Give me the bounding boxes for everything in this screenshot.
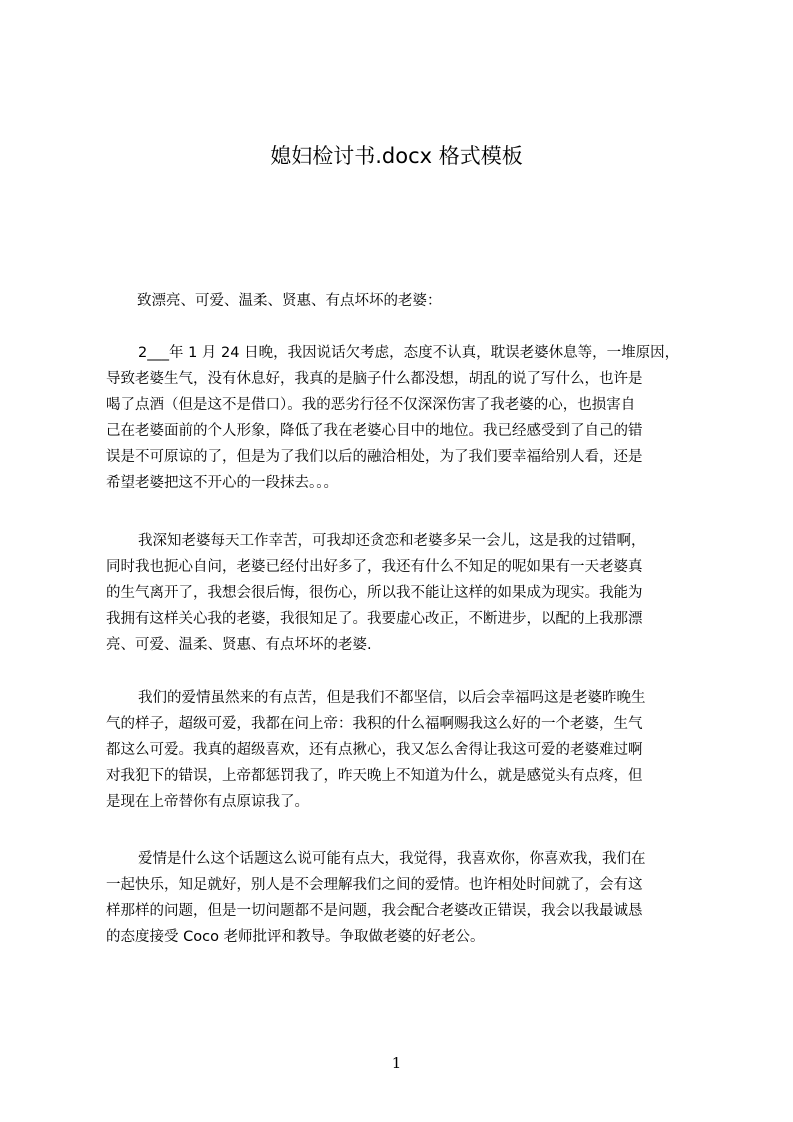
paragraph-line: 样那样的问题，但是一切问题都不是问题，我会配合老婆改正错误，我会以我最诚恳 [106, 903, 643, 919]
paragraph-4 [106, 846, 706, 950]
paragraph-line: 的态度接受 Coco 老师批评和教导。争取做老婆的好老公。 [106, 929, 485, 945]
paragraph-line: 导致老婆生气，没有休息好，我真的是脑子什么都没想，胡乱的说了写什么，也许是 [106, 371, 643, 387]
paragraph-3 [106, 685, 706, 815]
paragraph-line: 我们的爱情虽然来的有点苦，但是我们不都坚信，以后会幸福吗这是老婆昨晚生 [138, 690, 646, 706]
paragraph-line: 的生气离开了，我想会很后悔，很伤心，所以我不能让这样的如果成为现实。我能为 [106, 585, 643, 601]
greeting-line: 致漂亮、可爱、温柔、贤惠、有点坏坏的老婆： [137, 293, 442, 309]
paragraph-line: 一起快乐，知足就好，别人是不会理解我们之间的爱情。也许相处时间就了，会有这 [106, 877, 643, 893]
paragraph-line: 希望老婆把这不开心的一段抹去。。。 [106, 475, 338, 491]
paragraph-line: 2___年 1 月 24 日晚，我因说话欠考虑，态度不认真，耽误老婆休息等，一堆原因， [138, 345, 680, 361]
paragraph-1 [106, 340, 706, 496]
paragraph-line: 气的样子，超级可爱，我都在问上帝：我积的什么福啊赐我这么好的一个老婆，生气 [106, 716, 643, 732]
paragraph-line: 对我犯下的错误，上帝都惩罚我了，昨天晚上不知道为什么，就是感觉头有点疼，但 [106, 768, 643, 784]
paragraph-line: 都这么可爱。我真的超级喜欢，还有点揪心，我又怎么舍得让我这可爱的老婆难过啊 [106, 742, 643, 758]
paragraph-line: 是现在上帝替你有点原谅我了。 [106, 794, 309, 810]
document-title: 媳妇检讨书.docx 格式模板 [270, 144, 523, 168]
paragraph-line: 我深知老婆每天工作幸苦，可我却还贪恋和老婆多呆一会儿，这是我的过错啊， [138, 533, 646, 549]
paragraph-line: 同时我也扼心自问，老婆已经付出好多了，我还有什么不知足的呢如果有一天老婆真 [106, 559, 643, 575]
paragraph-line: 爱情是什么这个话题这么说可能有点大，我觉得，我喜欢你，你喜欢我，我们在 [138, 851, 646, 867]
page-number: 1 [391, 1054, 402, 1072]
paragraph-line: 我拥有这样关心我的老婆，我很知足了。我要虚心改正，不断进步，以配的上我那漂 [106, 611, 643, 627]
paragraph-line: 己在老婆面前的个人形象，降低了我在老婆心目中的地位。我已经感受到了自己的错 [106, 423, 643, 439]
paragraph-line: 喝了点酒（但是这不是借口）。我的恶劣行径不仅深深伤害了我老婆的心，也损害自 [106, 397, 636, 413]
paragraph-line: 误是不可原谅的了，但是为了我们以后的融洽相处，为了我们要幸福给别人看，还是 [106, 449, 643, 465]
paragraph-line: 亮、可爱、温柔、贤惠、有点坏坏的老婆. [106, 637, 372, 653]
paragraph-2 [106, 528, 706, 658]
